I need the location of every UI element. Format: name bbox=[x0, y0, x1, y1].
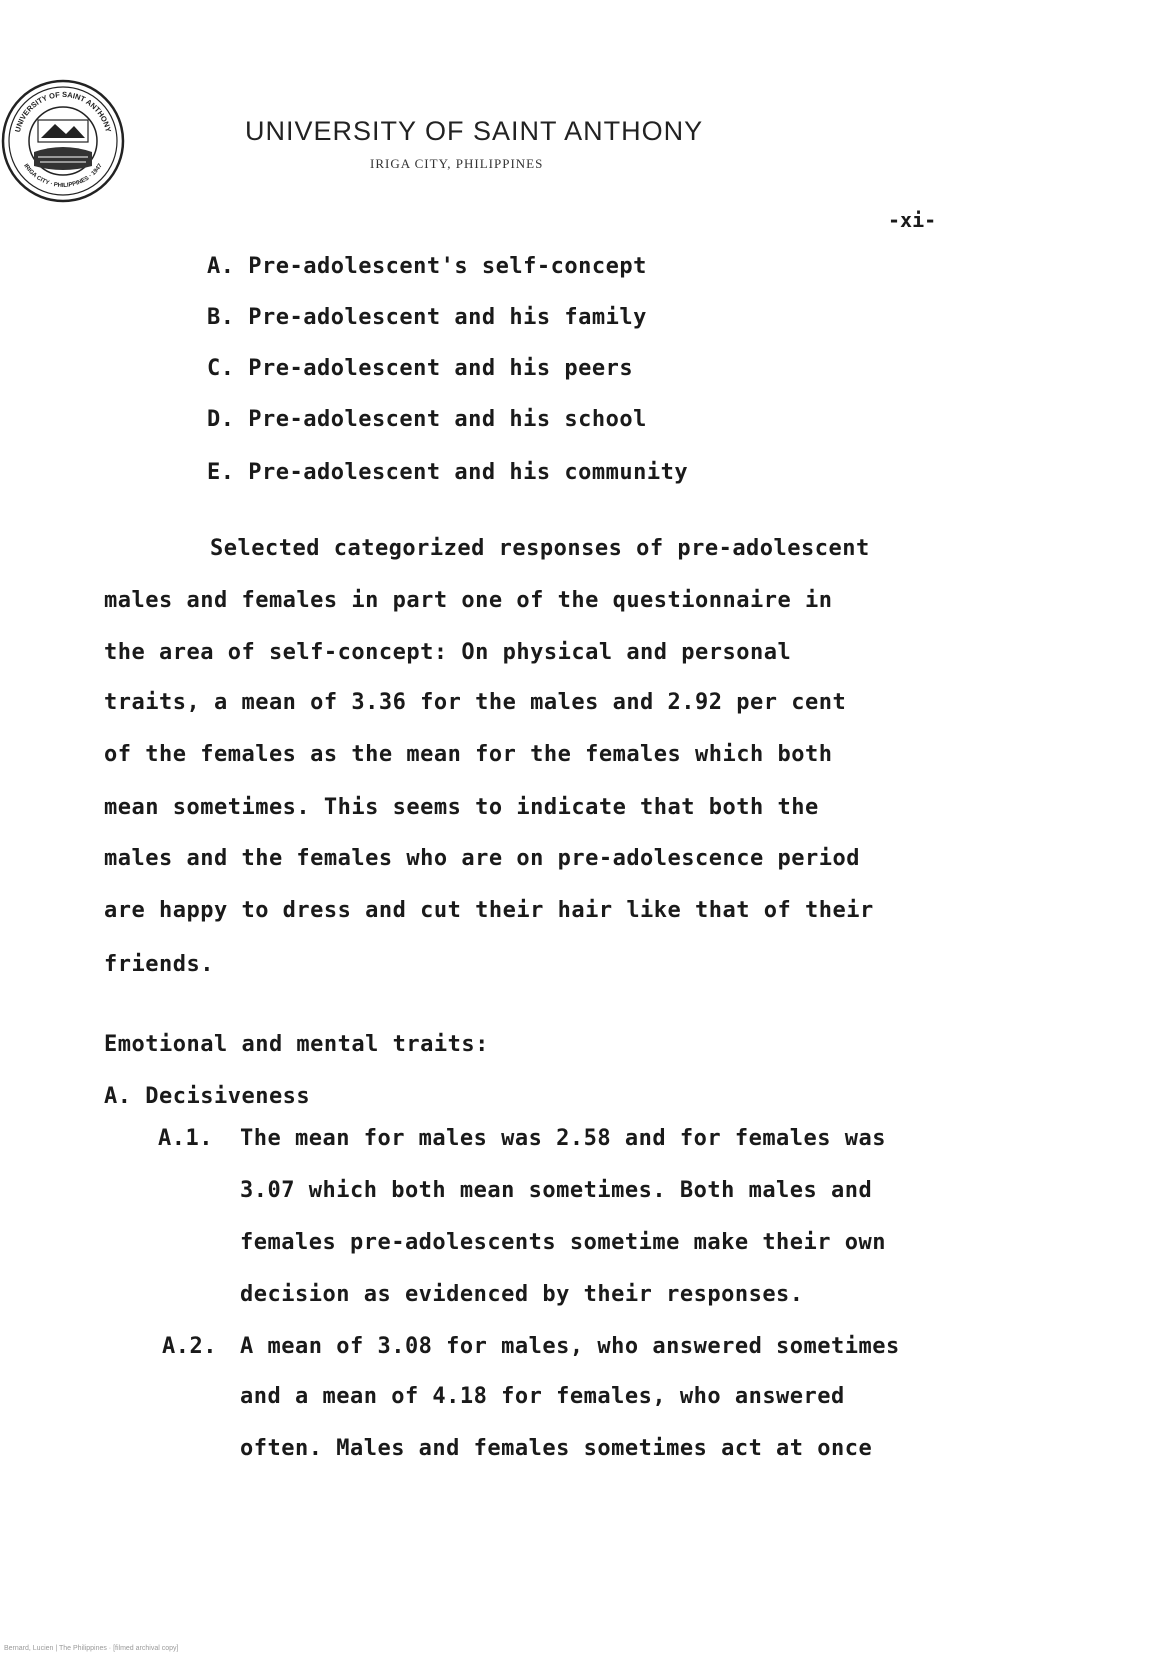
area-item: C. Pre-adolescent and his peers bbox=[207, 356, 634, 381]
footer-note: Bernard, Lucien | The Philippines · [filmed archival copy] bbox=[4, 1645, 179, 1652]
area-item: B. Pre-adolescent and his family bbox=[207, 305, 647, 330]
paragraph-line: mean sometimes. This seems to indicate that both the bbox=[104, 795, 819, 820]
svg-text:UNIVERSITY OF SAINT ANTHONY bbox=[13, 90, 113, 133]
paragraph-line: males and the females who are on pre-adolescence period bbox=[104, 846, 860, 871]
section-heading: Emotional and mental traits: bbox=[104, 1032, 489, 1057]
paragraph-line: Selected categorized responses of pre-adolescent bbox=[210, 536, 870, 561]
subsection-heading: A. Decisiveness bbox=[104, 1084, 311, 1109]
item-line: females pre-adolescents sometime make their own bbox=[240, 1230, 887, 1255]
item-label: A.2. bbox=[162, 1334, 217, 1359]
item-label: A.1. bbox=[158, 1126, 213, 1151]
item-line: A mean of 3.08 for males, who answered sometimes bbox=[240, 1334, 900, 1359]
item-line: decision as evidenced by their responses. bbox=[240, 1282, 804, 1307]
paragraph-line: the area of self-concept: On physical and personal bbox=[104, 640, 792, 665]
seal-top-text: UNIVERSITY OF SAINT ANTHONY bbox=[12, 89, 114, 134]
area-item: D. Pre-adolescent and his school bbox=[207, 407, 647, 432]
paragraph-line: of the females as the mean for the females which both bbox=[104, 742, 833, 767]
item-line: 3.07 which both mean sometimes. Both males and bbox=[240, 1178, 873, 1203]
item-line: often. Males and females sometimes act at once bbox=[240, 1436, 873, 1461]
paragraph-line: friends. bbox=[104, 952, 214, 977]
item-line: and a mean of 4.18 for females, who answered bbox=[240, 1384, 845, 1409]
seal-bottom-text: IRIGA CITY · PHILIPPINES · 1947 bbox=[22, 163, 104, 190]
area-item: E. Pre-adolescent and his community bbox=[207, 460, 689, 485]
institution-location: IRIGA CITY, PHILIPPINES bbox=[370, 156, 544, 171]
item-line: The mean for males was 2.58 and for females was bbox=[240, 1126, 887, 1151]
university-seal bbox=[0, 78, 126, 204]
institution-name: UNIVERSITY OF SAINT ANTHONY bbox=[245, 116, 704, 146]
paragraph-line: traits, a mean of 3.36 for the males and 2.92 per cent bbox=[104, 690, 847, 715]
page-number: -xi- bbox=[888, 208, 937, 232]
area-item: A. Pre-adolescent's self-concept bbox=[207, 254, 647, 279]
paragraph-line: are happy to dress and cut their hair like that of their bbox=[104, 898, 874, 923]
paragraph-line: males and females in part one of the questionnaire in bbox=[104, 588, 833, 613]
